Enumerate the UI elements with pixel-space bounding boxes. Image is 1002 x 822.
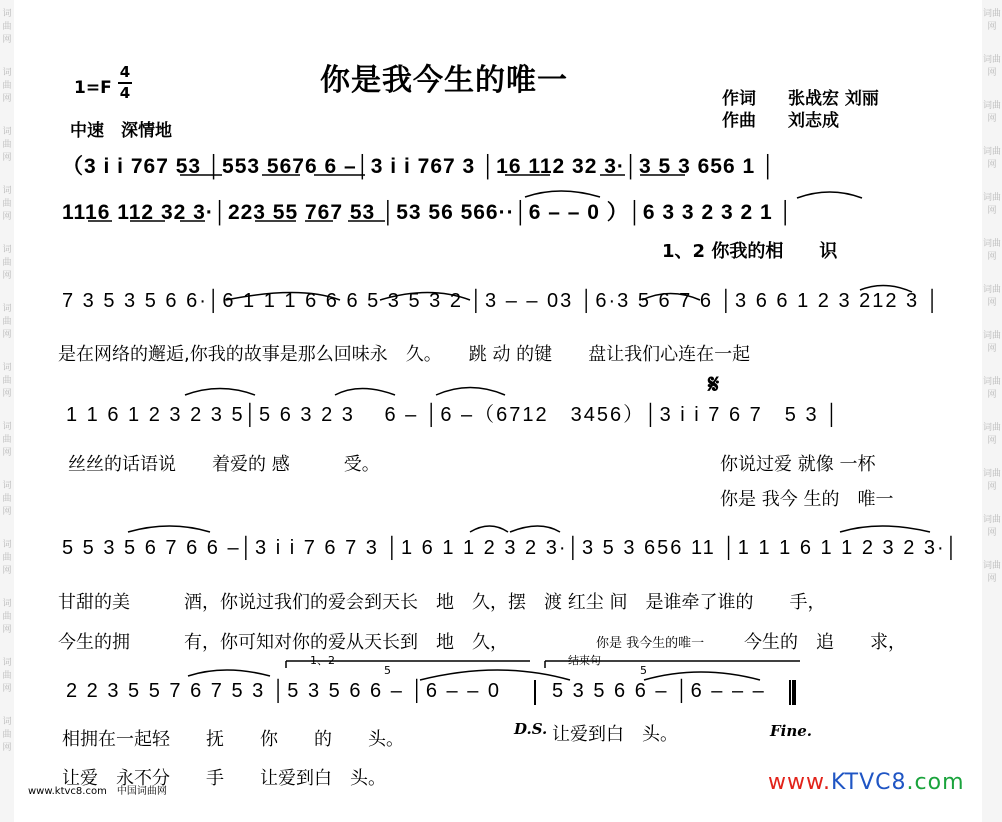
watermark-left: 词曲网 词曲网 词曲网 词曲网 词曲网 词曲网 词曲网 词曲网 词曲网 词曲网 词曲网 词曲网 词曲网 — [2, 9, 12, 753]
footer-site-text: www.ktvc8.com 中国词曲网 — [28, 786, 167, 797]
dal-segno: D.S. — [514, 720, 548, 738]
time-numerator: 4 — [119, 63, 131, 81]
lyric-line-5b-end: 今生的 追 求， — [744, 632, 906, 653]
watermark-right: 词曲网 词曲网 词曲网 词曲网 词曲网 词曲网 词曲网 词曲网 词曲网 词曲网 词曲网 词曲网 词曲网 — [982, 9, 1001, 584]
score-line-5: 5 5 3 5 6 7 6 6 –│3 i i 7 6 7 3 │1 6 1 1 2 3 2 3·│3 5 3 656 11 │1 1 1 6 1 1 2 3 2 3·│ — [62, 537, 961, 559]
lyric-line-4: 丝丝的话语说 着爱的 感 受。 — [68, 454, 380, 475]
lyric-line-2: 1、2 你我的相 识 — [662, 241, 838, 262]
lyric-line-5b-small: 你是 我今生的唯一 — [596, 636, 705, 651]
fine-mark: Fine. — [770, 722, 813, 740]
score-line-2: 1116 112 32 3·│223 55 767 53 │53 56 566··│6 – – 0 ）│6 3 3 2 3 2 1 │ — [62, 201, 794, 224]
segno-sign: 𝄋 — [708, 370, 720, 400]
score-line-4: 1 1 6 1 2 3 2 3 5│5 6 3 2 3 6 – │6 –（6712 3456）│3 i i 7 6 7 5 3 │ — [66, 404, 841, 426]
lyric-line-4-right: 你说过爱 就像 一杯 — [720, 454, 876, 475]
tempo-marking: 中速 深情地 — [70, 121, 172, 141]
score-line-3: 7 3 5 3 5 6 6·│6 1 1 1 6 6 6 5 3 5 3 2 │3 – – 03 │6·3 5 6 7 6 │3 6 6 1 2 3 212 3 │ — [62, 290, 942, 312]
composer-label: 作曲 — [722, 111, 756, 131]
score-line-6-right: 5 3 5 6 6 – │6 – – – — [552, 680, 766, 702]
score-line-1: （3 i i 767 53 │553 5676 6 –│3 i i 767 3 │16 112 32 3·│3 5 3 656 1 │ — [62, 155, 777, 178]
logo-ktvc8: KTVC8 — [830, 770, 907, 795]
lyric-line-5b: 今生的拥 有，你可知对你的爱从天长到 地 久， — [58, 632, 508, 653]
composer-name: 刘志成 — [788, 111, 839, 131]
song-title: 你是我今生的唯一 — [320, 63, 568, 98]
key-signature: 1=F — [74, 78, 112, 98]
time-denominator: 4 — [119, 84, 131, 102]
lyric-line-3: 是在网络的邂逅,你我的故事是那么回味永 久。 跳 动 的键 盘让我们心连在一起 — [58, 344, 751, 365]
lyricist-label: 作词 — [722, 89, 756, 109]
volta-1-2-label: 1、2 — [310, 654, 335, 667]
logo-www: www. — [768, 770, 831, 795]
score-line-6-left: 2 2 3 5 5 7 6 7 5 3 │5 3 5 6 6 – │6 – – 0 — [66, 680, 502, 702]
lyricist-names: 张战宏 刘丽 — [788, 89, 879, 109]
grace-note: 5 — [384, 664, 391, 677]
lyric-line-6: 相拥在一起轻 抚 你 的 头。 — [62, 729, 404, 750]
volta-ending-label: 结束句 — [568, 654, 601, 667]
lyric-line-4-right-2: 你是 我今 生的 唯一 — [720, 489, 894, 510]
site-logo — [768, 770, 965, 795]
logo-com: .com — [906, 770, 965, 795]
grace-note-2: 5 — [640, 664, 647, 677]
lyric-line-5a: 甘甜的美 酒，你说过我们的爱会到天长 地 久，摆 渡 红尘 间 是谁牵了谁的 手， — [58, 592, 826, 613]
lyric-line-7: 让爱 永不分 手 让爱到白 头。 — [62, 768, 386, 789]
lyric-line-6-right: 让爱到白 头。 — [552, 724, 678, 745]
